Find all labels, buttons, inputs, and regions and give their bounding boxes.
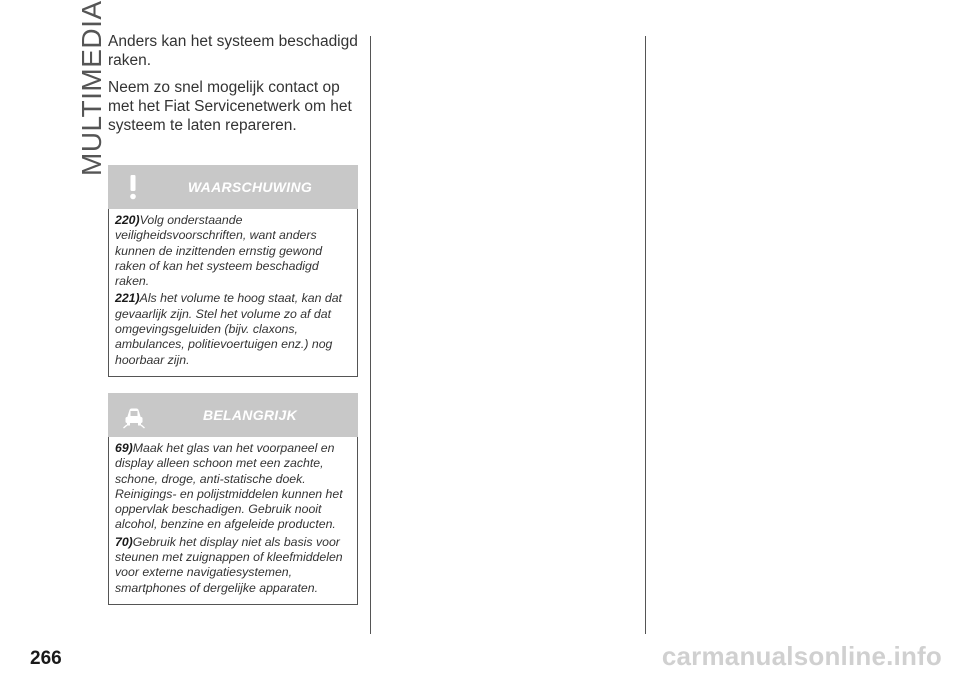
watermark: carmanualsonline.info (661, 641, 942, 671)
important-item (115, 535, 351, 596)
car-caution-icon (122, 401, 146, 429)
column-divider (370, 36, 371, 634)
item-text: Volg onderstaande veiligheidsvoorschriften, want anders kunnen de inzittenden ernstig gewond raken of kan het systeem beschadigd raken. (115, 213, 323, 289)
warning-item (115, 213, 351, 289)
important-body (108, 437, 358, 605)
item-number: 221) (115, 291, 140, 306)
intro-paragraph: Neem zo snel mogelijk contact op met het Fiat Servicenetwerk om het systeem te laten repareren. (108, 79, 352, 134)
section-title-text: MULTIMEDIA (76, 0, 107, 176)
item-number: 70) (115, 534, 133, 549)
section-title (52, 0, 107, 176)
important-box (108, 393, 358, 605)
warning-title: WAARSCHUWING (187, 179, 313, 195)
item-text: Gebruik het display niet als basis voor steunen met zuignappen of kleefmiddelen voor externe navigatiesystemen, smartphones of dergelijke apparaten. (115, 534, 343, 595)
intro-paragraph: Anders kan het systeem beschadigd raken. (108, 33, 358, 69)
warning-item (115, 291, 351, 367)
item-number: 69) (115, 440, 133, 455)
important-title: BELANGRIJK (202, 406, 297, 423)
warning-body (108, 209, 358, 377)
warning-exclamation-icon (122, 173, 144, 201)
item-number: 220) (115, 213, 140, 227)
page-number: 266 (30, 648, 62, 669)
main-column (108, 32, 358, 605)
column-divider (645, 36, 646, 634)
item-text: Maak het glas van het voorpaneel en display alleen schoon met een zachte, schone, droge, anti-statische doek. Reinigings- en polijstmiddelen kunnen het oppervlak beschadigen. Gebruik nooit alcohol, benzine en afgeleide producten. (115, 440, 343, 532)
intro-text (108, 32, 358, 135)
important-item (115, 441, 351, 533)
warning-header (108, 165, 358, 209)
important-header (108, 393, 358, 437)
warning-box (108, 165, 358, 377)
item-text: Als het volume te hoog staat, kan dat gevaarlijk zijn. Stel het volume zo af dat omgevingsgeluiden (bijv. claxons, ambulances, politievoertuigen enz.) nog hoorbaar zijn. (115, 291, 342, 367)
